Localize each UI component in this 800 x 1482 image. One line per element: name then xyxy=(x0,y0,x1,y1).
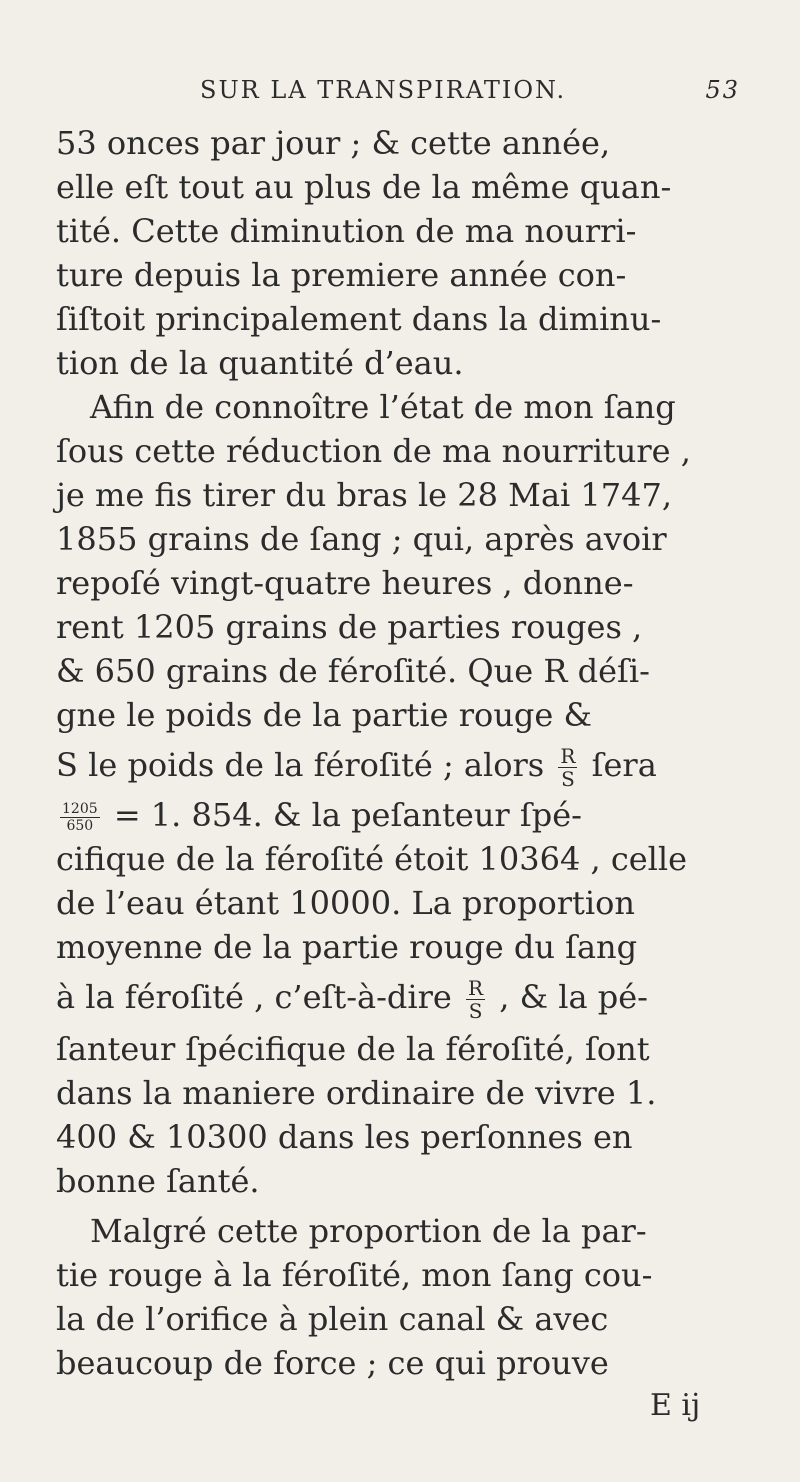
text-line-with-fraction xyxy=(56,792,756,838)
text-line: ture depuis la premiere année con- xyxy=(56,256,627,294)
text-line: ſiſtoit principalement dans la diminu- xyxy=(56,300,662,338)
fraction-numerator: 1205 xyxy=(62,801,98,817)
text-line: rent 1205 grains de parties rouges , xyxy=(56,608,643,646)
fraction xyxy=(60,801,100,834)
text-line: dans la maniere ordinaire de vivre 1. xyxy=(56,1074,657,1112)
text-line: elle eſt tout au plus de la même quan- xyxy=(56,168,672,206)
catchword: E ij xyxy=(650,1388,701,1423)
text-line: 1855 grains de ſang ; qui, après avoir xyxy=(56,520,667,558)
text-line: repoſé vingt-quatre heures , donne- xyxy=(56,564,634,602)
fraction-denominator: 650 xyxy=(66,818,94,834)
text-line: tion de la quantité d’eau. xyxy=(56,344,464,382)
text-line: 53 onces par jour ; & cette année, xyxy=(56,124,611,162)
text-line: la de l’orifice à plein canal & avec xyxy=(56,1300,609,1338)
text-line: ſous cette réduction de ma nourriture , xyxy=(56,432,691,470)
running-title: SUR LA TRANSPIRATION. xyxy=(200,76,567,104)
text-line: moyenne de la partie rouge du ſang xyxy=(56,928,638,966)
fraction-denominator: S xyxy=(561,767,575,791)
text-line: bonne ſanté. xyxy=(56,1162,260,1200)
fraction-denominator: S xyxy=(468,999,483,1023)
text-line: & 650 grains de féroſité. Que R déſi- xyxy=(56,652,650,690)
running-header xyxy=(200,76,740,112)
text-line: beaucoup de force ; ce qui prouve xyxy=(56,1344,609,1382)
text-line-with-fraction xyxy=(56,974,756,1023)
text-line: tie rouge à la féroſité, mon ſang cou- xyxy=(56,1256,653,1294)
fraction-numerator: R xyxy=(560,744,576,768)
text-line: gne le poids de la partie rouge & xyxy=(56,696,592,734)
text-segment: , & la pé- xyxy=(499,978,648,1016)
text-line-with-fraction xyxy=(56,742,756,791)
text-line: Afin de connoître l’état de mon ſang xyxy=(90,388,676,426)
fraction xyxy=(558,745,577,790)
text-segment: S le poids de la féroſité ; alors xyxy=(56,746,545,784)
fraction-numerator: R xyxy=(468,976,484,1000)
text-line: 400 & 10300 dans les perſonnes en xyxy=(56,1118,633,1156)
text-line: tité. Cette diminution de ma nourri- xyxy=(56,212,637,250)
text-segment: = 1. 854. & la peſanteur ſpé- xyxy=(113,796,582,834)
text-segment: ſera xyxy=(591,746,657,784)
fraction xyxy=(466,977,485,1022)
page-number: 53 xyxy=(705,76,740,104)
text-line: je me fis tirer du bras le 28 Mai 1747, xyxy=(56,476,673,514)
text-line: de l’eau étant 10000. La proportion xyxy=(56,884,636,922)
text-line: cifique de la féroſité étoit 10364 , celle xyxy=(56,840,688,878)
text-line: ſanteur ſpécifique de la féroſité, ſont xyxy=(56,1030,650,1068)
text-line: Malgré cette proportion de la par- xyxy=(90,1212,647,1250)
text-segment: à la féroſité , c’eſt-à-dire xyxy=(56,978,452,1016)
